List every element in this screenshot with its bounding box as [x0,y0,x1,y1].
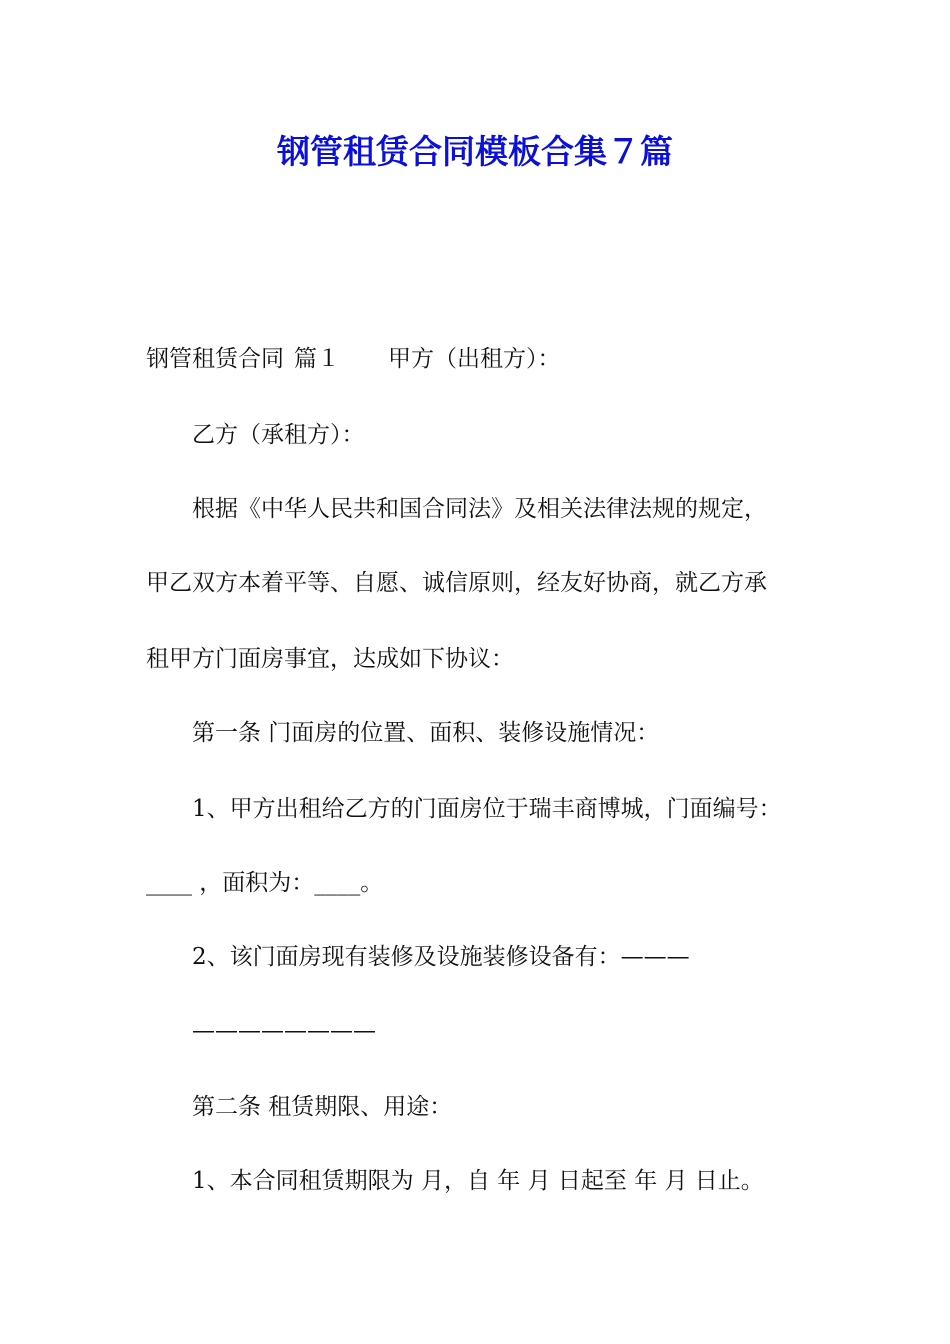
party-b-label: 乙方（承租方）： [192,422,365,448]
article-2-item-1: 1、本合同租赁期限为 月，自 年 月 日起至 年 月 日止。 [192,1168,764,1194]
article-1-heading: 第一条 门面房的位置、面积、装修设施情况： [192,720,660,746]
paragraph-line-5: 租甲方门面房事宜，达成如下协议： [146,646,514,672]
paragraph-line-4: 甲乙双方本着平等、自愿、诚信原则，经友好协商，就乙方承 [146,570,767,596]
article-1-item-2-cont: ———————— [192,1018,376,1044]
paragraph-line-1 [0,339,950,379]
article-2-heading: 第二条 租赁期限、用途： [192,1094,453,1120]
section-label: 篇１ [294,346,340,372]
article-1-item-2: 2、该门面房现有装修及设施装修设备有：——— [192,944,690,970]
article-1-item-1: 1、甲方出租给乙方的门面房位于瑞丰商博城，门面编号： [192,796,782,822]
document-title: 钢管租赁合同模板合集７篇 [277,132,673,171]
article-1-item-1-cont: ____ ，面积为：____。 [146,870,384,896]
party-a-label: 甲方（出租方）： [388,346,561,372]
paragraph-line-3: 根据《中华人民共和国合同法》及相关法律法规的规定， [192,496,767,522]
contract-name: 钢管租赁合同 [146,346,284,372]
